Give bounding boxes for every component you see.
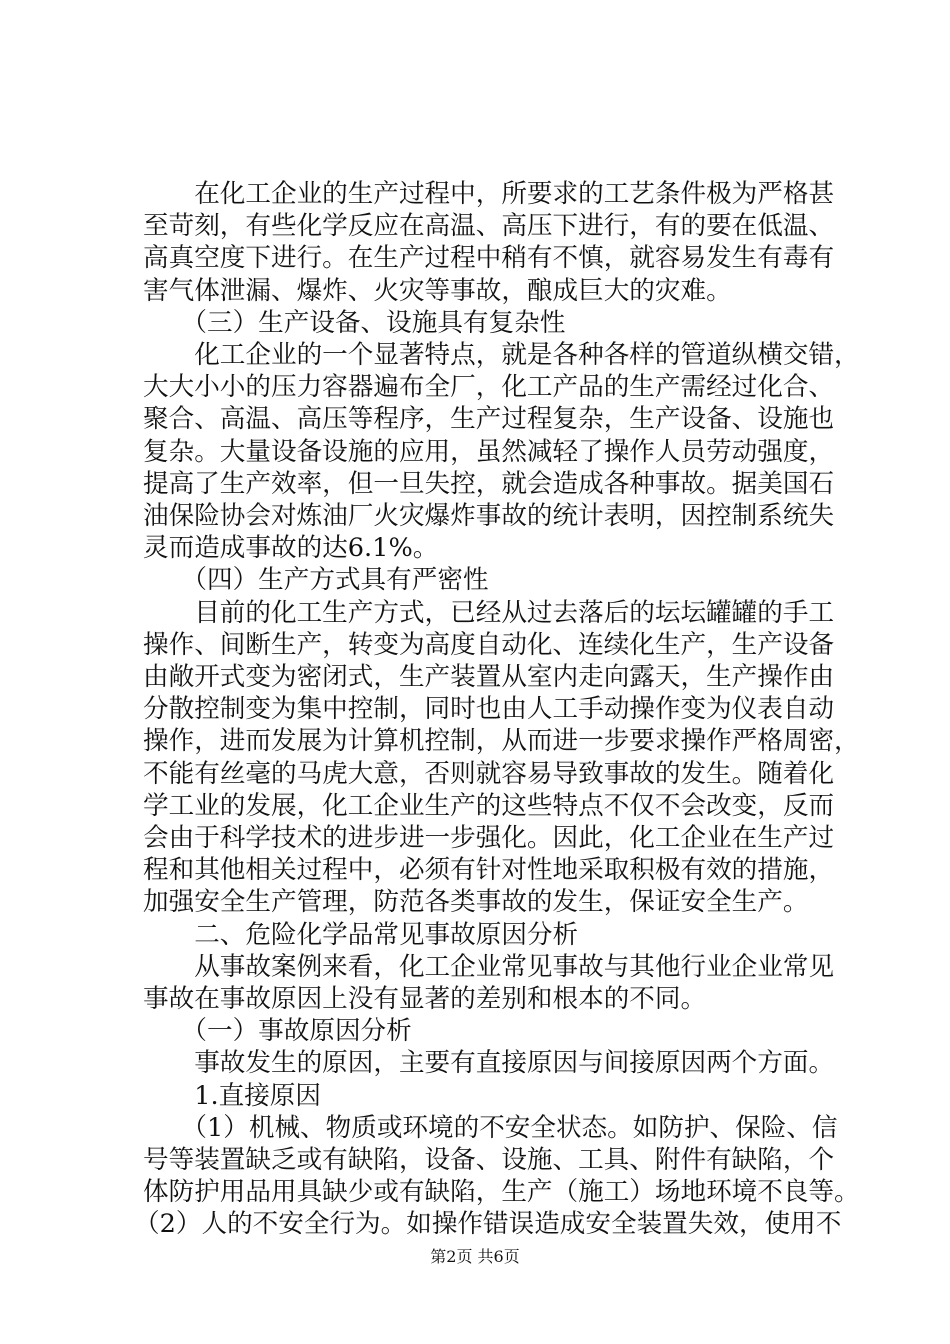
text-line: 大大小小的压力容器遍布全厂，化工产品的生产需经过化合、 [143, 372, 835, 403]
text-line: 害气体泄漏、爆炸、火灾等事故，酿成巨大的灾难。 [143, 275, 732, 306]
text-line: （1）机械、物质或环境的不安全状态。如防护、保险、信 [143, 1112, 838, 1143]
text-line: （一）事故原因分析 [143, 1016, 412, 1047]
text-line: 至苛刻，有些化学反应在高温、高压下进行，有的要在低温、 [143, 211, 835, 242]
text-line: 从事故案例来看，化工企业常见事故与其他行业企业常见 [143, 951, 835, 982]
text-line: 操作，进而发展为计算机控制，从而进一步要求操作严格周密， [143, 726, 860, 757]
text-line: 复杂。大量设备设施的应用，虽然减轻了操作人员劳动强度， [143, 436, 835, 467]
text-line: 灵而造成事故的达6.1%。 [143, 533, 439, 564]
text-line: （2）人的不安全行为。如操作错误造成安全装置失效，使用不 [134, 1209, 842, 1240]
text-line: 提高了生产效率，但一旦失控，就会造成各种事故。据美国石 [143, 468, 835, 499]
text-line: 聚合、高温、高压等程序，生产过程复杂，生产设备、设施也 [143, 404, 835, 435]
page-footer: 第2页 共6页 [430, 1247, 520, 1266]
text-line: 在化工企业的生产过程中，所要求的工艺条件极为严格甚 [143, 179, 835, 209]
text-line: 会由于科学技术的进步进一步强化。因此，化工企业在生产过 [143, 823, 835, 853]
text-line: 化工企业的一个显著特点，就是各种各样的管道纵横交错， [143, 340, 860, 370]
text-line: 1.直接原因 [143, 1080, 321, 1111]
text-line: 加强安全生产管理，防范各类事故的发生，保证安全生产。 [143, 887, 809, 918]
text-line: 程和其他相关过程中，必须有针对性地采取积极有效的措施， [143, 855, 835, 886]
text-line: 号等装置缺乏或有缺陷，设备、设施、工具、附件有缺陷，个 [143, 1145, 835, 1175]
text-line: 目前的化工生产方式，已经从过去落后的坛坛罐罐的手工 [143, 597, 835, 628]
text-line: 高真空度下进行。在生产过程中稍有不慎，就容易发生有毒有 [143, 243, 835, 274]
text-line: 分散控制变为集中控制，同时也由人工手动操作变为仪表自动 [143, 694, 835, 725]
text-line: （四）生产方式具有严密性 [143, 565, 489, 596]
text-line: 二、危险化学品常见事故原因分析 [143, 919, 579, 950]
text-line: 体防护用品用具缺少或有缺陷，生产（施工）场地环境不良等。 [143, 1177, 860, 1208]
text-line: 油保险协会对炼油厂火灾爆炸事故的统计表明，因控制系统失 [143, 501, 835, 531]
text-line: 事故在事故原因上没有显著的差别和根本的不同。 [143, 984, 707, 1014]
text-line: 不能有丝毫的马虎大意，否则就容易导致事故的发生。随着化 [143, 758, 835, 789]
text-line: 操作、间断生产，转变为高度自动化、连续化生产，生产设备 [143, 629, 835, 660]
text-line: 由敞开式变为密闭式，生产装置从室内走向露天，生产操作由 [143, 662, 835, 692]
text-line: 事故发生的原因，主要有直接原因与间接原因两个方面。 [143, 1048, 835, 1079]
text-line: （三）生产设备、设施具有复杂性 [143, 307, 566, 338]
text-line: 学工业的发展，化工企业生产的这些特点不仅不会改变，反而 [143, 790, 835, 821]
